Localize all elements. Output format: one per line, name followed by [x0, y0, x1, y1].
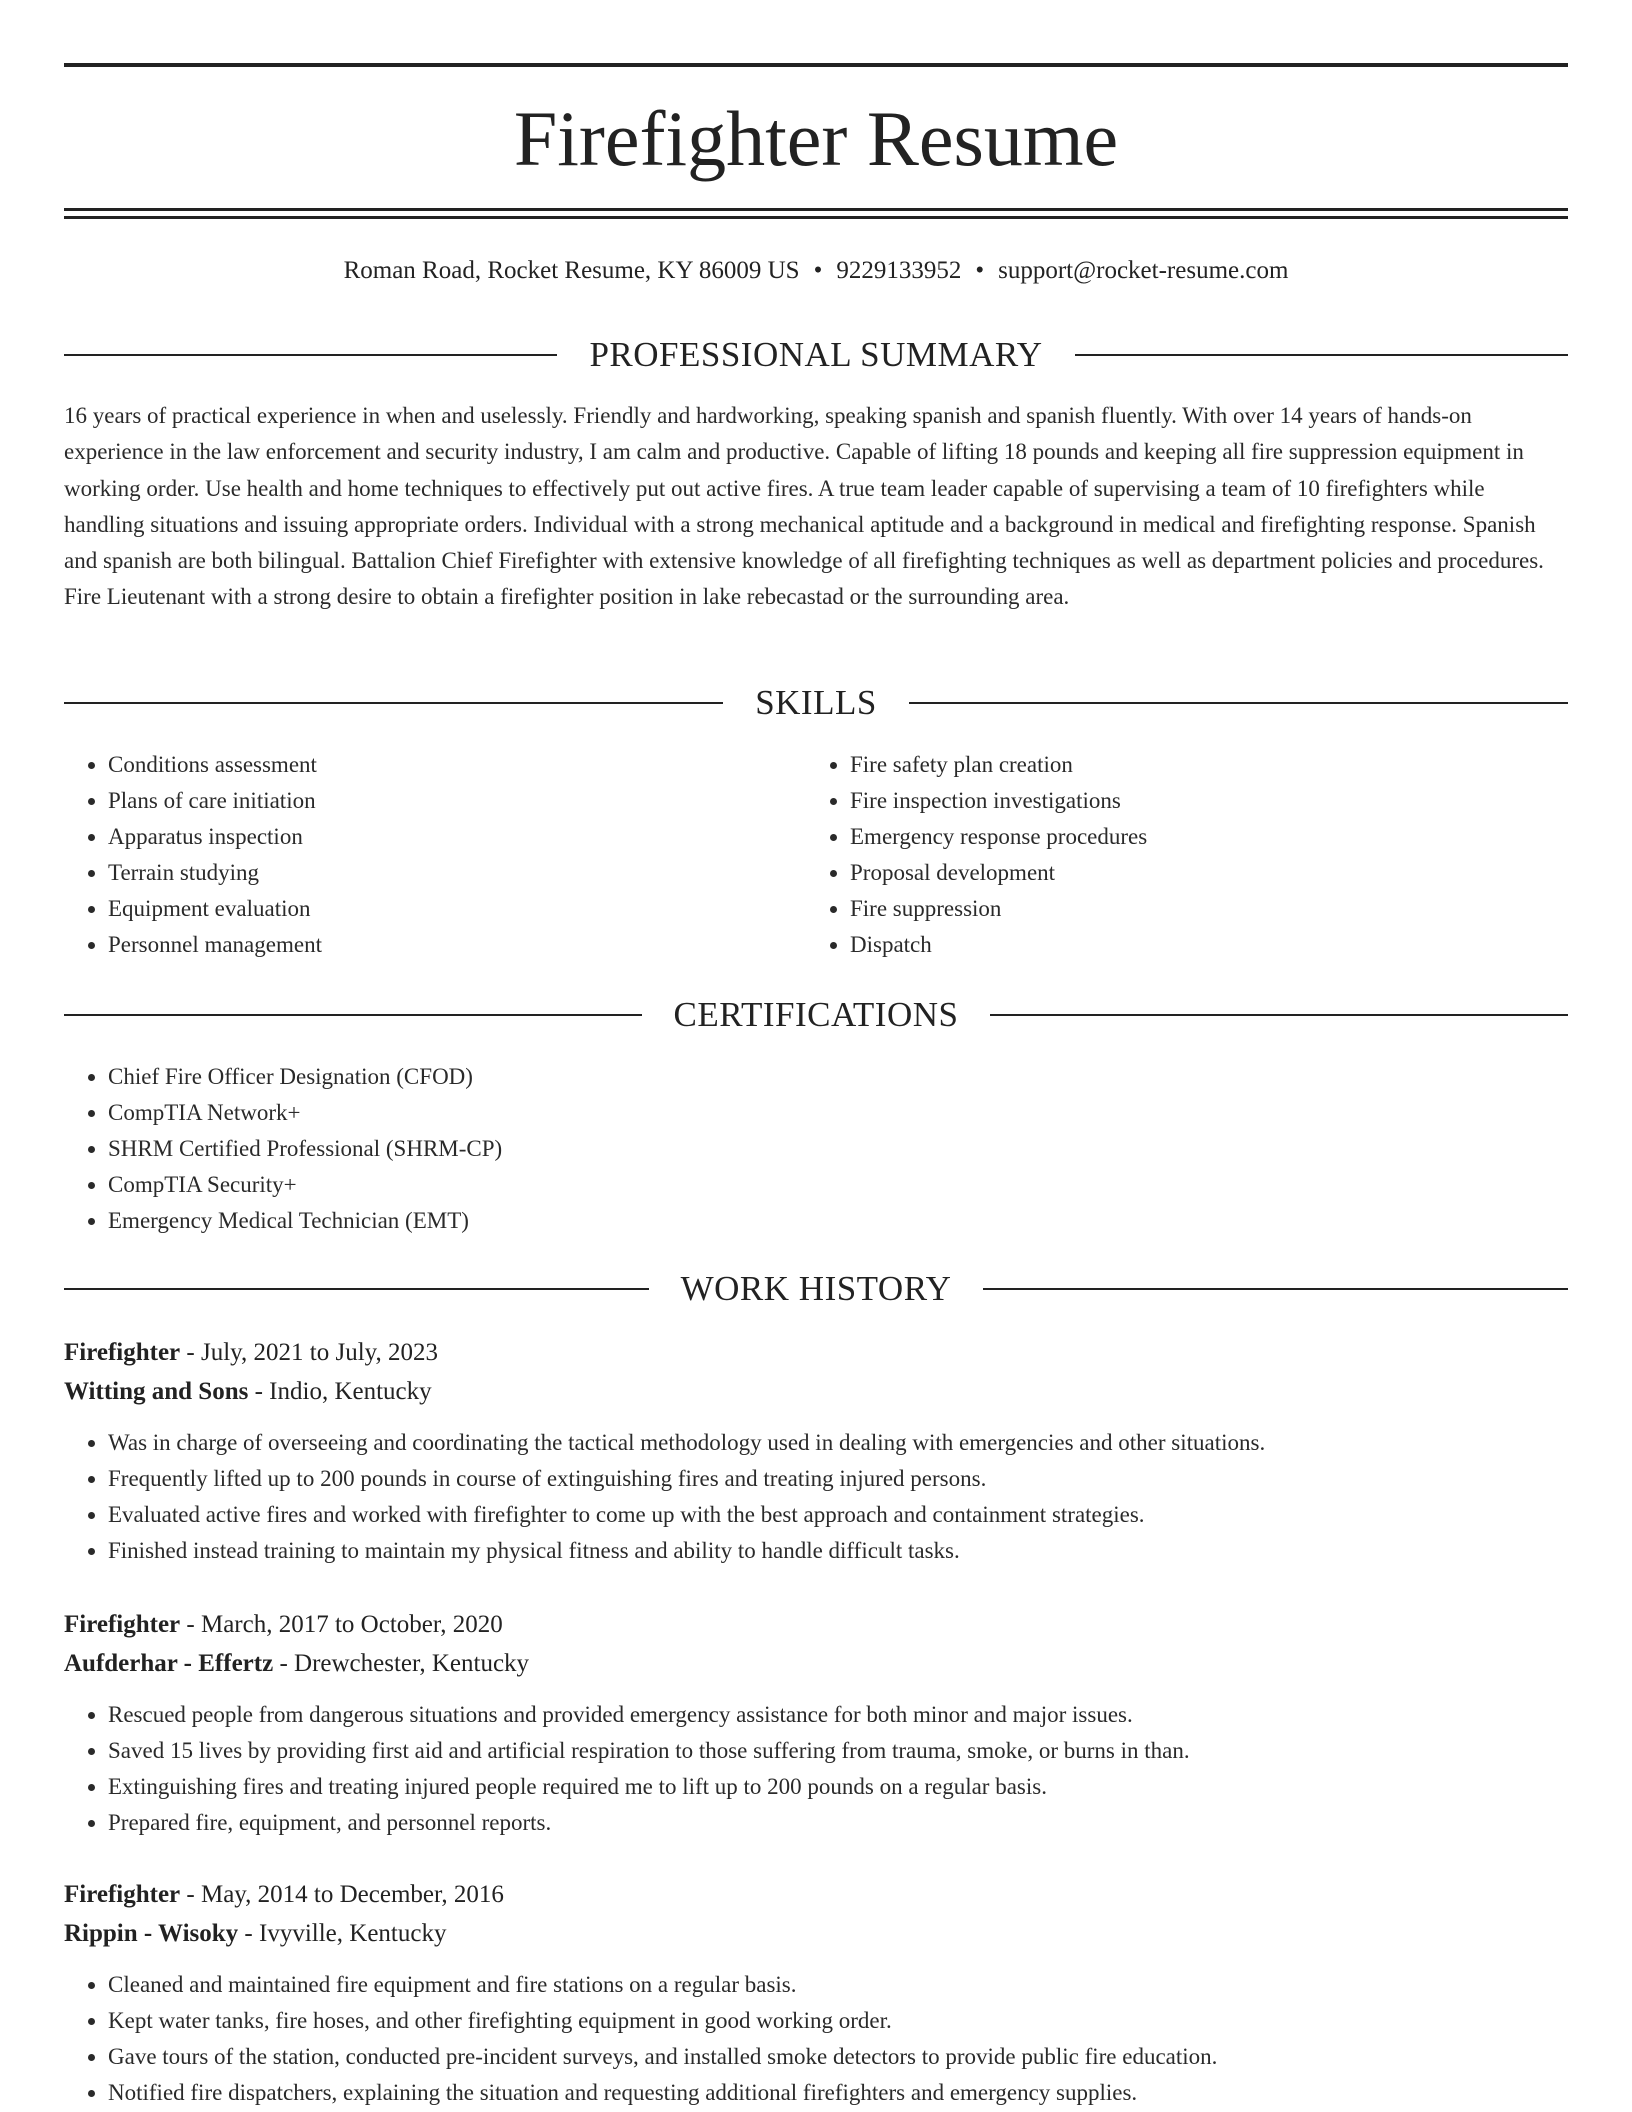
job-dates: July, 2021 to July, 2023	[200, 1339, 439, 1366]
job-company-line: Witting and Sons - Indio, Kentucky	[64, 1378, 432, 1405]
section-header-skills	[64, 682, 1568, 724]
top-rule	[64, 63, 1568, 67]
job-title-line: Firefighter - July, 2021 to July, 2023	[64, 1339, 439, 1366]
job-company-line: Aufderhar - Effertz - Drewchester, Kentucky	[64, 1650, 530, 1677]
section-rule	[64, 1288, 649, 1290]
job-duties	[64, 1967, 1568, 2111]
resume-title: Firefighter Resume	[513, 95, 1119, 182]
contact-separator: •	[975, 257, 985, 284]
job-entry	[64, 1606, 1568, 1841]
certification-item: • Chief Fire Officer Designation (CFOD)	[108, 1059, 502, 1095]
job-entry	[64, 1334, 1568, 1569]
section-title: PROFESSIONAL SUMMARY	[589, 335, 1043, 374]
job-title: Firefighter	[64, 1881, 181, 1908]
job-duty: • Saved 15 lives by providing first aid and artificial respiration to those suffering from trauma, smoke, or burns in than.	[108, 1733, 1568, 1769]
job-location: Drewchester, Kentucky	[294, 1650, 530, 1677]
certification-item: • CompTIA Security+	[108, 1167, 502, 1203]
section-rule	[1075, 354, 1568, 356]
job-duties	[64, 1425, 1568, 1569]
job-title: Firefighter	[64, 1339, 181, 1366]
contact-address: Roman Road, Rocket Resume, KY 86009 US	[343, 257, 800, 284]
certification-item: • CompTIA Network+	[108, 1095, 502, 1131]
job-duty: • Frequently lifted up to 200 pounds in course of extinguishing fires and treating injured persons.	[108, 1461, 1568, 1497]
contact-separator: •	[813, 257, 823, 284]
job-duty: • Rescued people from dangerous situations and provided emergency assistance for both minor and major issues.	[108, 1697, 1568, 1733]
skill-item: • Dispatch	[850, 927, 1546, 963]
job-duty: • Finished instead training to maintain my physical fitness and ability to handle difficult tasks.	[108, 1533, 1568, 1569]
job-duty: • Cleaned and maintained fire equipment and fire stations on a regular basis.	[108, 1967, 1568, 2003]
job-duty: • Notified fire dispatchers, explaining the situation and requesting additional firefighters and emergency supplies.	[108, 2075, 1568, 2111]
contact-email: support@rocket-resume.com	[998, 257, 1289, 284]
job-duty: • Extinguishing fires and treating injured people required me to lift up to 200 pounds on a regular basis.	[108, 1769, 1568, 1805]
section-rule	[909, 702, 1568, 704]
skill-item: • Fire suppression	[850, 891, 1546, 927]
skill-item: • Personnel management	[108, 927, 804, 963]
job-duty: • Was in charge of overseeing and coordinating the tactical methodology used in dealing with emergencies and other situations.	[108, 1425, 1568, 1461]
skill-item: • Terrain studying	[108, 855, 804, 891]
contact-line	[64, 254, 1568, 288]
section-rule	[983, 1288, 1568, 1290]
job-duties	[64, 1697, 1568, 1841]
certifications-list	[64, 1059, 502, 1239]
job-title-line: Firefighter - March, 2017 to October, 2020	[64, 1611, 503, 1638]
skills-column-right	[806, 747, 1546, 963]
skill-item: • Fire safety plan creation	[850, 747, 1546, 783]
job-duty: • Prepared fire, equipment, and personnel reports.	[108, 1805, 1568, 1841]
section-header-certifications	[64, 994, 1568, 1036]
job-title-line: Firefighter - May, 2014 to December, 2016	[64, 1881, 504, 1908]
section-title: WORK HISTORY	[680, 1269, 952, 1308]
job-duty: • Gave tours of the station, conducted pre-incident surveys, and installed smoke detectors to provide public fire education.	[108, 2039, 1568, 2075]
section-rule	[64, 702, 723, 704]
job-dates: March, 2017 to October, 2020	[200, 1611, 503, 1638]
job-company: Rippin - Wisoky	[64, 1920, 239, 1947]
skill-item: • Conditions assessment	[108, 747, 804, 783]
section-title: SKILLS	[755, 683, 877, 722]
job-location: Indio, Kentucky	[269, 1378, 432, 1405]
job-company-line: Rippin - Wisoky - Ivyville, Kentucky	[64, 1920, 447, 1947]
job-company: Aufderhar - Effertz	[64, 1650, 274, 1677]
job-company: Witting and Sons	[64, 1378, 249, 1405]
section-rule	[990, 1014, 1568, 1016]
skill-item: • Proposal development	[850, 855, 1546, 891]
job-dates: May, 2014 to December, 2016	[200, 1881, 504, 1908]
job-location: Ivyville, Kentucky	[259, 1920, 447, 1947]
section-rule	[64, 354, 557, 356]
skill-item: • Plans of care initiation	[108, 783, 804, 819]
title-rule-upper	[64, 208, 1568, 211]
certification-item: • Emergency Medical Technician (EMT)	[108, 1203, 502, 1239]
job-entry	[64, 1876, 1568, 2111]
contact-phone: 9229133952	[836, 257, 962, 284]
title-rule-lower	[64, 216, 1568, 219]
skills-column-left	[64, 747, 804, 963]
job-duty: • Evaluated active fires and worked with firefighter to come up with the best approach and containment strategies.	[108, 1497, 1568, 1533]
certification-item: • SHRM Certified Professional (SHRM-CP)	[108, 1131, 502, 1167]
skill-item: • Fire inspection investigations	[850, 783, 1546, 819]
job-duty: • Kept water tanks, fire hoses, and other firefighting equipment in good working order.	[108, 2003, 1568, 2039]
section-header-summary	[64, 334, 1568, 376]
job-title: Firefighter	[64, 1611, 181, 1638]
section-rule	[64, 1014, 642, 1016]
section-header-work-history	[64, 1268, 1568, 1310]
section-title: CERTIFICATIONS	[673, 995, 959, 1034]
summary-paragraph: 16 years of practical experience in when and uselessly. Friendly and hardworking, speaking spanish and spanish fluently. With over 14 years of hands-on experience in the law enforcement and security industry, I am calm and productive. Capable of lifting 18 pounds and keeping all fire suppression equipment in working order. Use health and home techniques to effectively put out active fires. A true team leader capable of supervising a team of 10 firefighters while handling situations and issuing appropriate orders. Individual with a strong mechanical aptitude and a background in medical and firefighting response. Spanish and spanish are both bilingual. Battalion Chief Firefighter with extensive knowledge of all firefighting techniques as well as department policies and procedures. Fire Lieutenant with a strong desire to obtain a firefighter position in lake rebecastad or the surrounding area.	[64, 403, 1544, 610]
skill-item: • Equipment evaluation	[108, 891, 804, 927]
skill-item: • Apparatus inspection	[108, 819, 804, 855]
skill-item: • Emergency response procedures	[850, 819, 1546, 855]
